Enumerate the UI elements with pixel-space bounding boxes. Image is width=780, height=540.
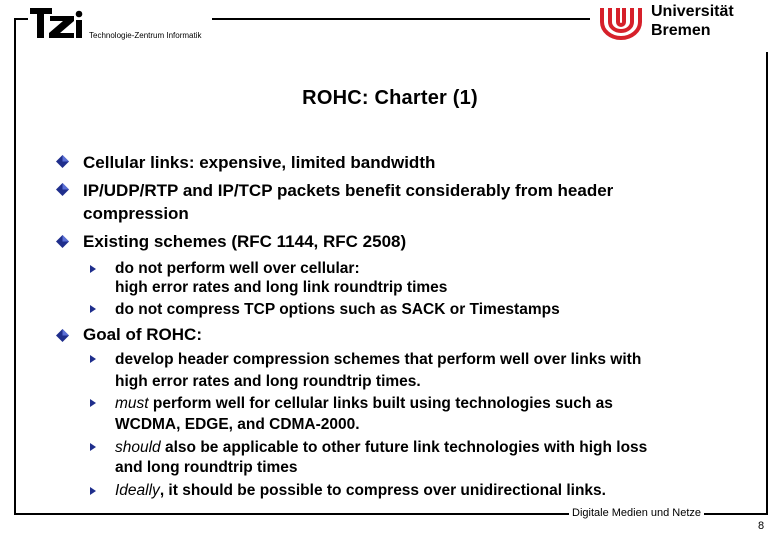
bullet-cellular-links: Cellular links: expensive, limited bandwidth — [83, 153, 436, 172]
frame-line-right — [766, 52, 768, 515]
sub-bullet-develop-line1: develop header compression schemes that perform well over links with — [115, 351, 642, 368]
emphasis-ideally: Ideally — [115, 482, 160, 499]
university-line-2: Bremen — [651, 22, 711, 39]
sub-bullet-must-line1 — [115, 394, 613, 413]
tzi-caption: Technologie-Zentrum Informatik — [89, 31, 202, 40]
sub-bullet-cellular-line1: do not perform well over cellular: — [115, 260, 360, 277]
sub-bullet-icon — [89, 399, 97, 407]
sub-bullet-should-text: also be applicable to other future link technologies with high loss — [160, 439, 648, 456]
sub-bullet-must-text: perform well for cellular links built using technologies such as — [148, 395, 613, 412]
diamond-bullet-icon — [56, 235, 69, 248]
sub-bullet-icon — [89, 265, 97, 273]
diamond-bullet-icon — [56, 155, 69, 168]
bullet-goal-of-rohc: Goal of ROHC: — [83, 325, 202, 344]
sub-bullet-must-line2: WCDMA, EDGE, and CDMA-2000. — [115, 416, 360, 433]
tzi-logo — [30, 6, 84, 42]
slide-title: ROHC: Charter (1) — [302, 87, 478, 109]
bullet-header-compression-line2: compression — [83, 204, 189, 223]
sub-bullet-develop-line2: high error rates and long roundtrip times. — [115, 373, 421, 390]
bullet-header-compression-line1: IP/UDP/RTP and IP/TCP packets benefit considerably from header — [83, 181, 614, 200]
sub-bullet-should-line2: and long roundtrip times — [115, 459, 298, 476]
emphasis-should: should — [115, 439, 161, 456]
sub-bullet-icon — [89, 305, 97, 313]
sub-bullet-icon — [89, 443, 97, 451]
university-line-1: Universität — [651, 3, 734, 20]
university-bremen-logo — [598, 4, 644, 40]
footer-label: Digitale Medien und Netze — [569, 506, 704, 520]
bullet-existing-schemes: Existing schemes (RFC 1144, RFC 2508) — [83, 232, 407, 251]
frame-line-top-left — [14, 18, 28, 20]
page-number: 8 — [758, 520, 765, 532]
sub-bullet-icon — [89, 487, 97, 495]
frame-line-top — [212, 18, 590, 20]
diamond-bullet-icon — [56, 183, 69, 196]
sub-bullet-ideally — [115, 481, 606, 500]
diamond-bullet-icon — [56, 329, 69, 342]
sub-bullet-tcp-options: do not compress TCP options such as SACK or Timestamps — [115, 301, 560, 318]
sub-bullet-cellular-line2: high error rates and long link roundtrip times — [115, 279, 448, 296]
sub-bullet-icon — [89, 355, 97, 363]
university-name — [651, 2, 734, 40]
sub-bullet-should-line1 — [115, 438, 647, 457]
emphasis-must: must — [115, 395, 149, 412]
sub-bullet-ideally-text: , it should be possible to compress over unidirectional links. — [159, 482, 606, 499]
